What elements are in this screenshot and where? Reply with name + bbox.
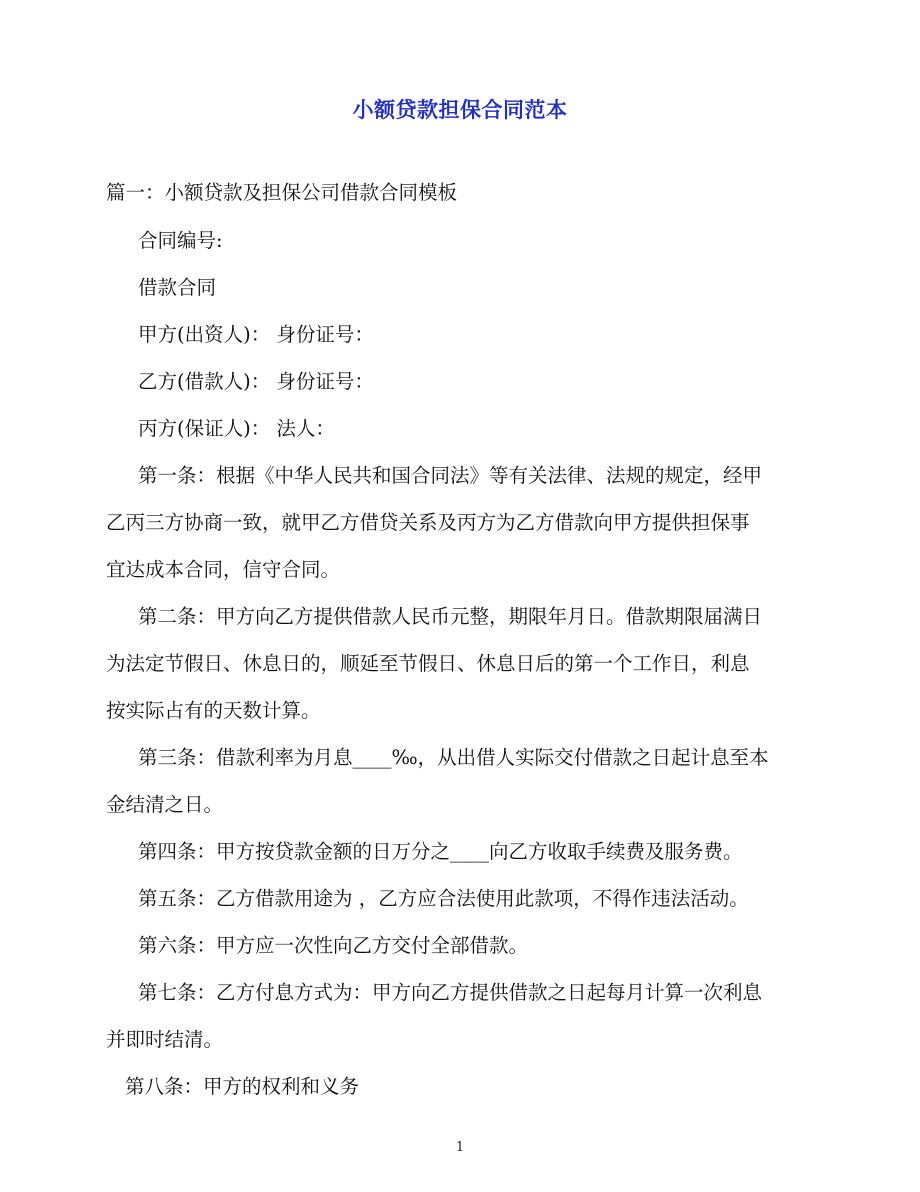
section-heading: 篇一：小额贷款及担保公司借款合同模板 [106, 181, 458, 204]
article-2-line-1: 第二条：甲方向乙方提供借款人民币元整，期限年月日。借款期限届满日 [138, 605, 763, 628]
party-b-line: 乙方(借款人)： 身份证号： [138, 370, 374, 393]
article-1-line-2: 乙丙三方协商一致，就甲乙方借贷关系及丙方为乙方借款向甲方提供担保事 [106, 511, 750, 534]
party-a-line: 甲方(出资人)： 身份证号： [138, 323, 374, 346]
contract-name: 借款合同 [138, 276, 217, 299]
article-5: 第五条：乙方借款用途为 ，乙方应合法使用此款项，不得作违法活动。 [138, 887, 749, 910]
article-1-line-3: 宜达成本合同，信守合同。 [106, 558, 341, 581]
article-3-line-2: 金结清之日。 [106, 793, 224, 816]
article-3-line-1: 第三条：借款利率为月息____‰，从出借人实际交付借款之日起计息至本 [138, 746, 769, 769]
contract-number-label: 合同编号: [138, 229, 223, 252]
article-7-line-1: 第七条：乙方付息方式为：甲方向乙方提供借款之日起每月计算一次利息 [138, 981, 763, 1004]
document-title: 小额贷款担保合同范本 [352, 98, 568, 122]
article-1-line-1: 第一条：根据《中华人民共和国合同法》等有关法律、法规的规定，经甲 [138, 464, 763, 487]
article-6: 第六条：甲方应一次性向乙方交付全部借款。 [138, 934, 529, 957]
page-number: 1 [455, 1140, 465, 1155]
article-8-heading: 第八条：甲方的权利和义务 [125, 1075, 360, 1098]
article-4: 第四条：甲方按贷款金额的日万分之____向乙方收取手续费及服务费。 [138, 840, 743, 863]
party-c-line: 丙方(保证人)： 法人： [138, 417, 335, 440]
article-2-line-3: 按实际占有的天数计算。 [106, 699, 321, 722]
article-7-line-2: 并即时结清。 [106, 1028, 224, 1051]
article-2-line-2: 为法定节假日、休息日的，顺延至节假日、休息日后的第一个工作日，利息 [106, 652, 750, 675]
